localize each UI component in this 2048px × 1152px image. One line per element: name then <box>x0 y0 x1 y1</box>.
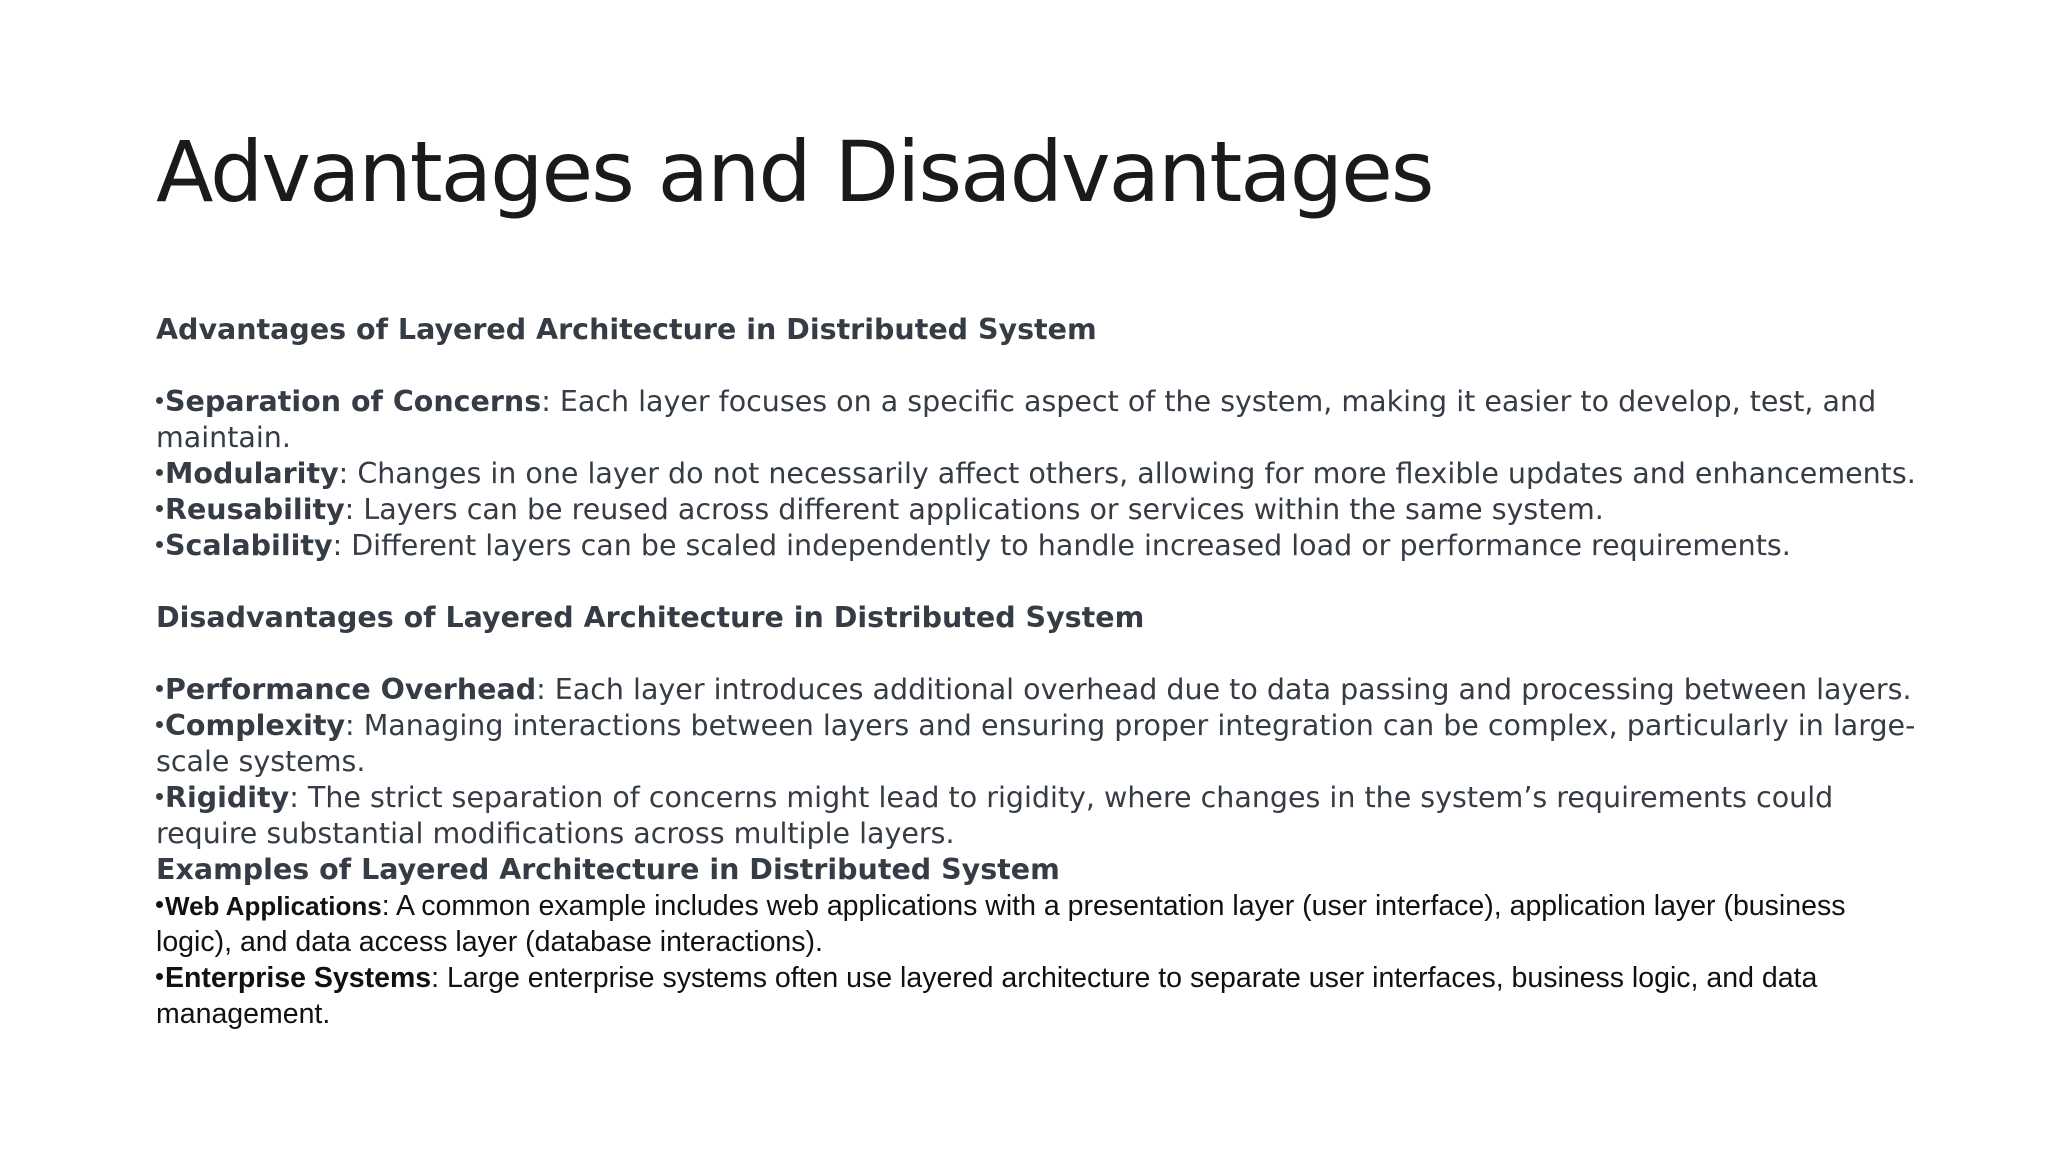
advantage-text: : Different layers can be scaled independently to handle increased load or performance requirements. <box>332 529 1791 562</box>
advantage-text: : Layers can be reused across different applications or services within the same system. <box>344 493 1604 526</box>
bullet-icon <box>156 469 163 476</box>
bullet-icon <box>156 397 163 404</box>
disadvantage-item-complexity <box>156 708 1916 780</box>
bullet-icon <box>156 505 163 512</box>
advantage-text: : Changes in one layer do not necessarily affect others, allowing for more flexible updates and enhancements. <box>338 457 1916 490</box>
example-text: : A common example includes web applications with a presentation layer (user interface), application layer (business logic), and data access layer (database interactions). <box>156 890 1846 958</box>
advantages-heading: Advantages of Layered Architecture in Distributed System <box>156 313 1097 346</box>
disadvantages-heading: Disadvantages of Layered Architecture in Distributed System <box>156 601 1145 634</box>
advantage-item-separation <box>156 384 1916 456</box>
bullet-icon <box>156 973 163 980</box>
bullet-icon <box>156 793 163 800</box>
disadvantage-item-rigidity <box>156 780 1916 852</box>
slide-title: Advantages and Disadvantages <box>156 123 1433 221</box>
disadvantage-text: : The strict separation of concerns might lead to rigidity, where changes in the system’s requirements could require substantial modifications across multiple layers. <box>156 781 1834 850</box>
advantage-term: Reusability <box>165 493 345 526</box>
advantage-item-reusability <box>156 492 1916 528</box>
advantage-term: Scalability <box>165 529 333 562</box>
advantage-term: Separation of Concerns <box>165 385 542 418</box>
disadvantage-term: Complexity <box>165 709 346 742</box>
example-term: Web Applications <box>165 891 382 921</box>
spacer <box>156 348 1916 384</box>
disadvantage-text: : Each layer introduces additional overhead due to data passing and processing between layers. <box>536 673 1912 706</box>
advantage-text: : Each layer focuses on a specific aspect of the system, making it easier to develop, test, and maintain. <box>156 385 1877 454</box>
disadvantage-text: : Managing interactions between layers and ensuring proper integration can be complex, particularly in large-scale systems. <box>156 709 1916 778</box>
bullet-icon <box>156 685 163 692</box>
example-term: Enterprise Systems <box>165 962 432 994</box>
example-text: : Large enterprise systems often use layered architecture to separate user interfaces, business logic, and data management. <box>156 962 1818 1030</box>
example-item-web <box>156 888 1916 960</box>
advantage-term: Modularity <box>165 457 339 490</box>
disadvantage-term: Performance Overhead <box>165 673 537 706</box>
example-item-enterprise <box>156 960 1916 1032</box>
disadvantage-item-performance <box>156 672 1916 708</box>
disadvantage-term: Rigidity <box>165 781 290 814</box>
spacer <box>156 636 1916 672</box>
bullet-icon <box>156 541 163 548</box>
spacer <box>156 564 1916 600</box>
bullet-icon <box>156 721 163 728</box>
examples-heading: Examples of Layered Architecture in Distributed System <box>156 853 1060 886</box>
slide-body <box>156 312 1916 1032</box>
advantage-item-modularity <box>156 456 1916 492</box>
bullet-icon <box>156 901 163 908</box>
advantage-item-scalability <box>156 528 1916 564</box>
